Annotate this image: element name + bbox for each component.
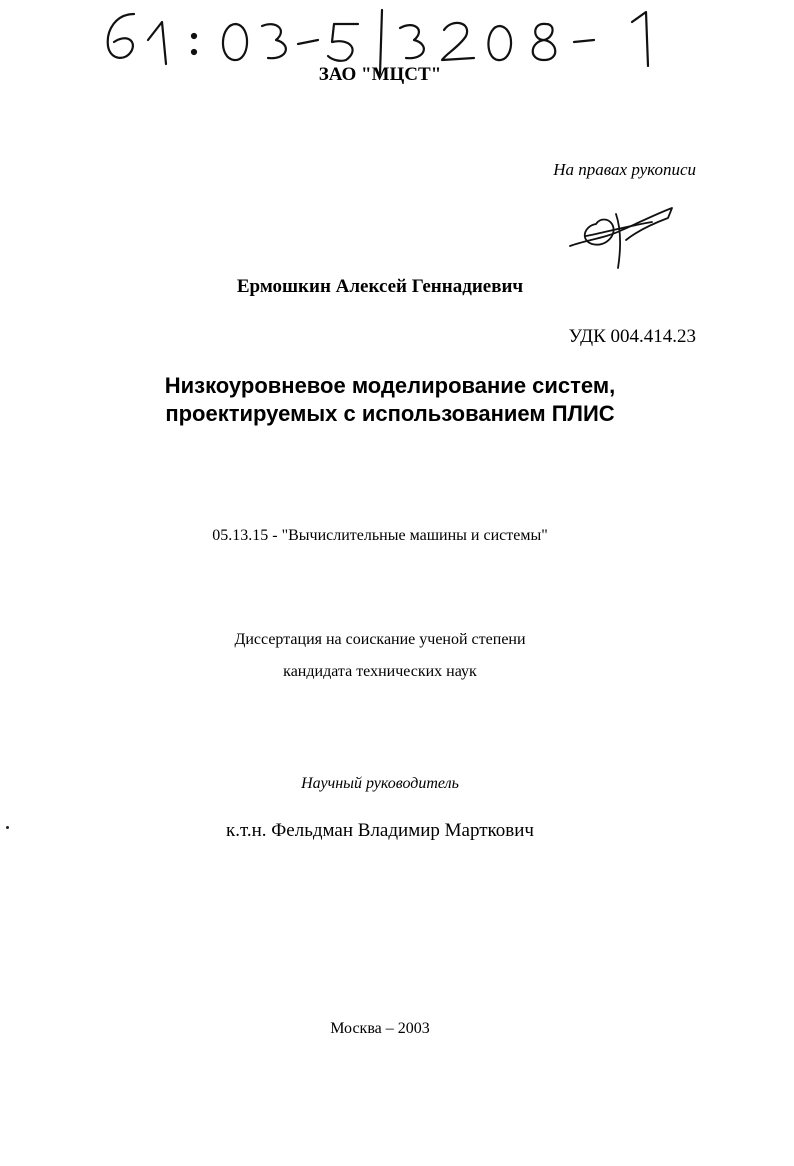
supervisor-label: Научный руководитель xyxy=(301,775,459,792)
degree-statement xyxy=(0,624,760,688)
organization-name: ЗАО "МЦСТ" xyxy=(318,64,442,85)
city-year: Москва – 2003 xyxy=(330,1020,430,1037)
specialty-code: 05.13.15 - "Вычислительные машины и системы" xyxy=(212,527,548,544)
supervisor-name: к.т.н. Фельдман Владимир Марткович xyxy=(226,820,534,841)
degree-line-2: кандидата технических наук xyxy=(283,663,477,680)
author-signature xyxy=(566,196,682,274)
title-line-1: Низкоуровневое моделирование систем, xyxy=(164,373,616,398)
dissertation-title xyxy=(130,372,650,428)
udk-code: УДК 004.414.23 xyxy=(568,326,696,347)
degree-line-1: Диссертация на соискание ученой степени xyxy=(234,631,526,648)
rights-note: На правах рукописи xyxy=(553,160,696,179)
author-name: Ермошкин Алексей Геннадиевич xyxy=(236,276,524,297)
scan-speck xyxy=(6,826,9,829)
title-line-2: проектируемых с использованием ПЛИС xyxy=(165,401,615,426)
